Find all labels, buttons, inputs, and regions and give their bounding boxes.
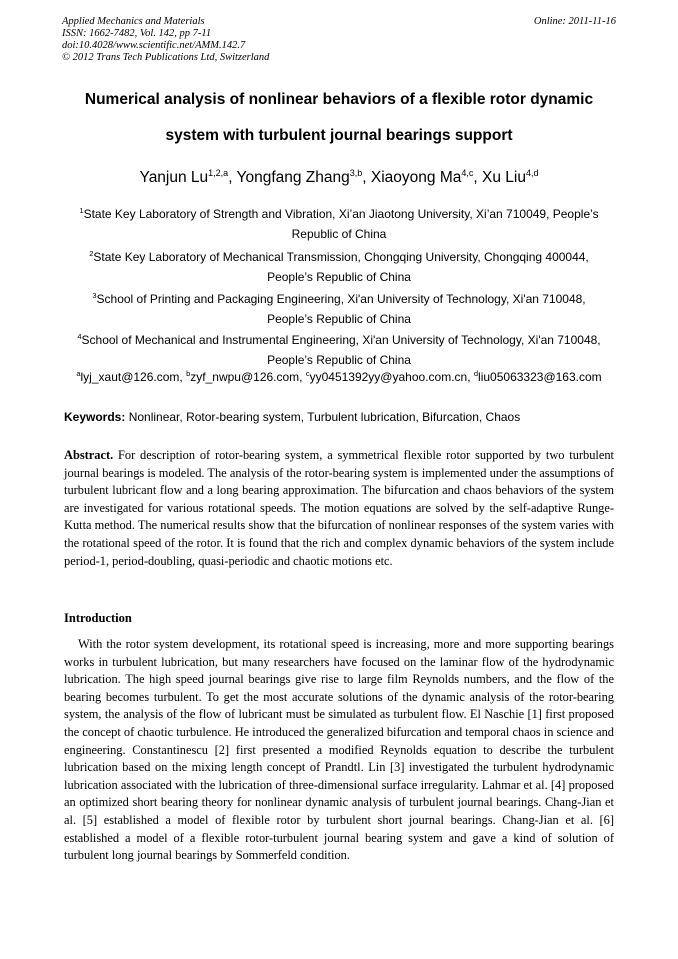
issn-line: ISSN: 1662-7482, Vol. 142, pp 7-11 [62,28,212,39]
affiliation-text: Republic of China [291,227,387,241]
abstract-text: For description of rotor-bearing system, a symmetrical flexible rotor supported by two turbulent journal bearings is modeled. The analysis of the rotor-bearing system is implemented under the assumptions of turbulent lubricant flow and a long bearing approximation. The bifurcation and chaos behaviors of the system are investigated for various rotational speeds. The motion equations are solved by the self-adaptive Runge-Kutta method. The numerical results show that the bifurcation of nonlinear responses of the system varies with the rotational speed of the rotor. It is found that the rich and complex dynamic behaviors of the system include period-1, period-doubling, quasi-periodic and chaotic motions etc. [64,448,614,568]
paper-title-line-2: system with turbulent journal bearings support [165,127,513,144]
journal-name: Applied Mechanics and Materials [62,16,205,27]
affiliation-marker: 4 [77,332,82,341]
affiliation-3 [50,286,628,329]
paper-title-line-1: Numerical analysis of nonlinear behaviors of a flexible rotor dynamic [84,91,594,108]
affiliation-4 [50,327,628,370]
keywords-text: Nonlinear, Rotor-bearing system, Turbulent lubrication, Bifurcation, Chaos [125,410,521,424]
introduction-paragraph: With the rotor system development, its rotational speed is increasing, more and more supporting bearings works in turbulent lubrication, but many researchers have focused on the laminar flow of the hydrodynamic lubrication. The high speed journal bearings give rise to large film Reynolds numbers, and the flow of the bearing becomes turbulent. To get the most accurate solutions of the dynamic analysis of the rotor-bearing system, the analysis of the flow of lubricant must be simulated as turbulent flow. El Naschie [1] first proposed the concept of chaotic turbulence. He introduced the generalized bifurcation and temporal chaos in science and engineering. Constantinescu [2] first presented a modified Reynolds equation to describe the turbulent lubrication based on the mixing length concept of Prandtl. Lin [3] investigated the turbulent hydrodynamic lubrication associated with the lubrication of three-dimensional surface irregularity. Lahmar et al. [4] proposed an optimized short bearing theory for nonlinear dynamic analysis of turbulent journal bearings. Chang-Jian et al. [5] established a model of flexible rotor by turbulent short journal bearings. Chang-Jian et al. [6] established a model of a flexible rotor-turbulent journal bearing system and gave a kind of solution of turbulent long journal bearings by Sommerfeld condition. [64,637,614,863]
author-separator: , [473,169,483,187]
affiliation-text: People’s Republic of China [267,353,411,367]
affiliation-text: School of Mechanical and Instrumental Engineering, Xi'an University of Technology, Xi'an 710048, [81,333,601,347]
email-address[interactable]: yy0451392yy@yahoo.com.cn [309,370,468,384]
author-name: Xiaoyong Ma [370,169,462,187]
keywords [64,410,624,424]
affiliation-marker: 2 [89,249,94,258]
author-name: Yongfang Zhang [236,169,350,187]
author-name: Yanjun Lu [139,169,209,187]
author-affiliation-marker: 4,c [461,168,474,178]
author-separator: , [362,169,371,187]
email-marker: d [473,369,479,378]
author-affiliation-marker: 3,b [349,168,363,178]
author-affiliation-marker: 1,2,a [208,168,229,178]
keywords-label: Keywords: [64,410,126,424]
journal-header [62,16,616,64]
email-address[interactable]: zyf_nwpu@126.com [190,370,300,384]
affiliation-text: School of Printing and Packaging Engineering, Xi'an University of Technology, Xi'an 710048, [96,292,586,306]
author-name: Xu Liu [482,169,526,187]
copyright-line: © 2012 Trans Tech Publications Ltd, Switzerland [62,52,270,63]
affiliation-marker: 3 [92,291,97,300]
email-separator: , [179,370,187,384]
email-marker: c [305,369,310,378]
email-address[interactable]: liu05063323@163.com [478,370,602,384]
email-separator: , [299,370,306,384]
email-separator: , [467,370,474,384]
affiliation-text: People’s Republic of China [267,270,411,284]
email-marker: a [76,369,81,378]
affiliation-text: State Key Laboratory of Strength and Vibration, Xi’an Jiaotong University, Xi’an 710049, People’s [83,207,599,221]
author-affiliation-marker: 4,d [525,168,539,178]
author-list [40,168,638,187]
author-separator: , [228,169,237,187]
abstract-label: Abstract. [64,448,114,462]
doi-line: doi:10.4028/www.scientific.net/AMM.142.7 [62,40,246,51]
affiliation-text: State Key Laboratory of Mechanical Transmission, Chongqing University, Chongqing 400044, [93,250,589,264]
affiliation-2 [50,244,628,287]
abstract [64,447,614,570]
online-date: Online: 2011-11-16 [533,16,616,27]
introduction-heading: Introduction [64,611,132,625]
email-address[interactable]: lyj_xaut@126.com [80,370,180,384]
affiliation-marker: 1 [79,206,84,215]
email-marker: b [186,369,191,378]
affiliation-1 [50,201,628,244]
affiliation-text: People’s Republic of China [267,312,411,326]
author-emails [40,369,638,384]
